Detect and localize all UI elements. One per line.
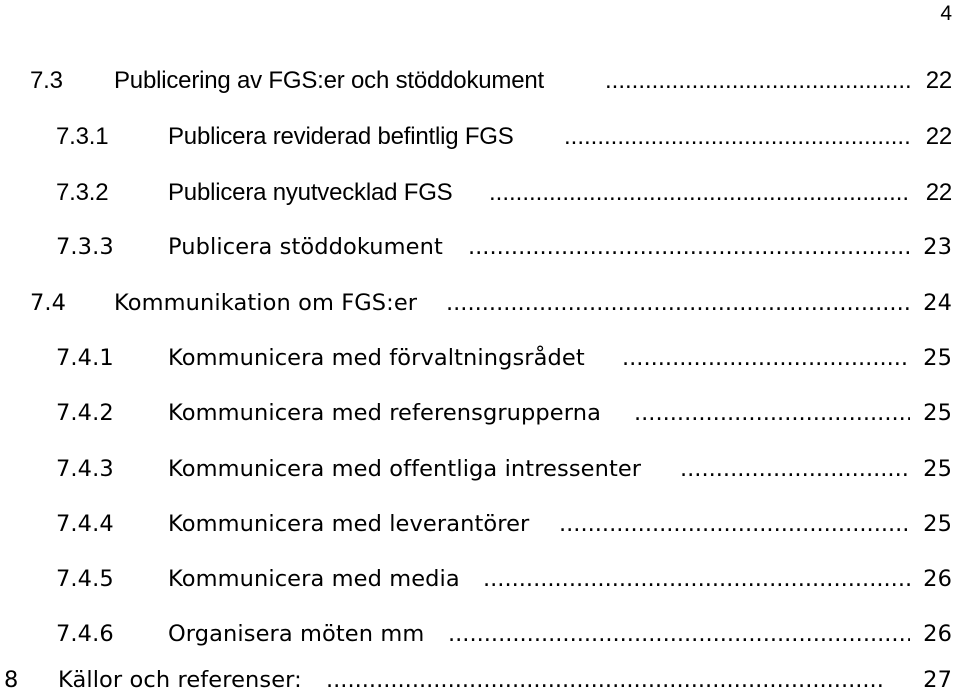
toc-entry[interactable] (56, 452, 952, 486)
toc-entry[interactable] (56, 230, 952, 264)
toc-entry[interactable] (56, 617, 952, 651)
toc-entry-number: 7.4.4 (56, 511, 114, 537)
toc-entry[interactable] (30, 286, 952, 320)
toc-leader-dots (448, 617, 910, 651)
toc-entry-page: 23 (923, 234, 952, 260)
toc-entry-title: Kommunicera med leverantörer (168, 511, 530, 537)
toc-entry-number: 7.4.5 (56, 566, 114, 592)
toc-entry[interactable] (56, 120, 952, 154)
toc-entry-number: 8 (4, 667, 19, 693)
toc-leader-dots (468, 230, 910, 264)
toc-entry-title: Källor och referenser: (58, 667, 302, 693)
toc-entry-page: 25 (923, 511, 952, 537)
toc-entry-page: 25 (923, 400, 952, 426)
toc-entry-title: Kommunicera med offentliga intressenter (168, 456, 642, 482)
toc-entry-number: 7.3 (30, 67, 63, 94)
toc-leader-dots (564, 120, 910, 154)
toc-entry-page: 26 (923, 566, 952, 592)
page-number: 4 (940, 2, 952, 25)
toc-leader-dots (489, 176, 910, 210)
toc-leader-dots (483, 562, 910, 596)
toc-entry-number: 7.3.1 (56, 123, 109, 150)
toc-entry-page: 22 (925, 179, 952, 206)
toc-entry-title: Publicera nyutvecklad FGS (168, 179, 453, 206)
toc-leader-dots (605, 64, 910, 98)
toc-entry[interactable] (56, 562, 952, 596)
toc-leader-dots (446, 286, 910, 320)
toc-entry-title: Kommunicera med media (168, 566, 460, 592)
toc-entry-title: Kommunicera med förvaltningsrådet (168, 345, 585, 371)
toc-entry[interactable] (56, 176, 952, 210)
toc-leader-dots (680, 452, 910, 486)
toc-entry-page: 22 (925, 67, 952, 94)
toc-entry-title: Kommunicera med referensgrupperna (168, 400, 601, 426)
toc-entry-title: Publicera reviderad befintlig FGS (168, 123, 514, 150)
toc-entry[interactable] (56, 507, 952, 541)
toc-entry[interactable] (56, 341, 952, 375)
toc-entry[interactable] (4, 663, 952, 697)
toc-entry-number: 7.4.3 (56, 456, 114, 482)
toc-leader-dots (559, 507, 910, 541)
toc-entry-number: 7.3.2 (56, 179, 109, 206)
toc-leader-dots (326, 663, 884, 697)
toc-entry-page: 26 (923, 621, 952, 647)
toc-entry-title: Organisera möten mm (168, 621, 425, 647)
toc-entry[interactable] (56, 396, 952, 430)
toc-entry-title: Publicering av FGS:er och stöddokument (114, 67, 544, 94)
toc-entry-page: 25 (923, 345, 952, 371)
toc-entry-page: 22 (925, 123, 952, 150)
toc-entry-page: 27 (923, 667, 952, 693)
toc-leader-dots (634, 396, 910, 430)
toc-entry-number: 7.3.3 (56, 234, 114, 260)
toc-entry[interactable] (30, 64, 952, 98)
toc-entry-page: 25 (923, 456, 952, 482)
toc-entry-number: 7.4 (30, 290, 67, 316)
toc-entry-title: Publicera stöddokument (168, 234, 443, 260)
toc-entry-number: 7.4.6 (56, 621, 114, 647)
toc-entry-number: 7.4.2 (56, 400, 114, 426)
toc-leader-dots (622, 341, 910, 375)
toc-entry-number: 7.4.1 (56, 345, 114, 371)
toc-entry-page: 24 (923, 290, 952, 316)
toc-entry-title: Kommunikation om FGS:er (114, 290, 418, 316)
